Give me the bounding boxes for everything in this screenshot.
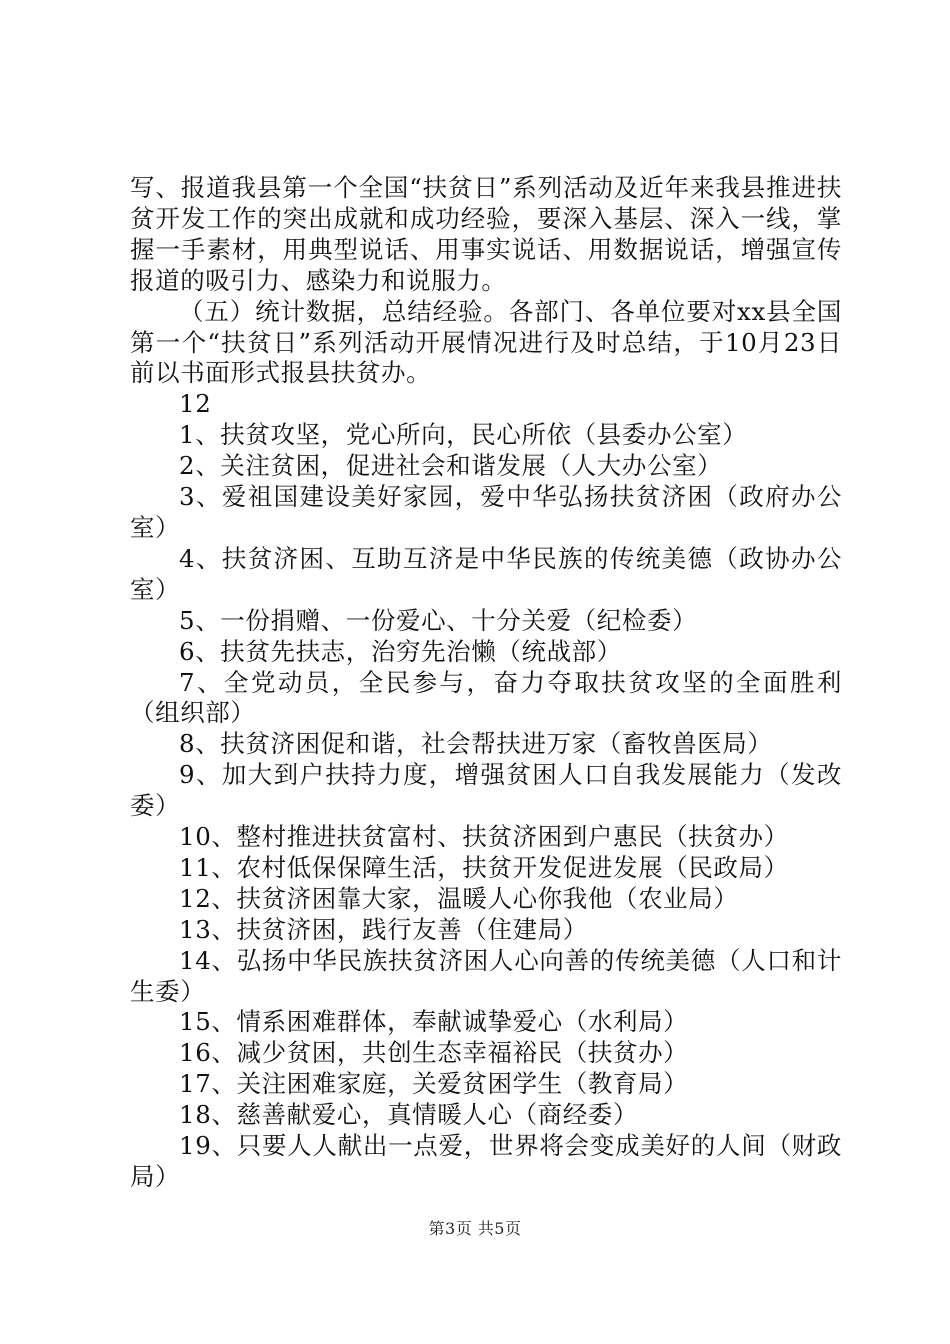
slogan-item: 15、情系困难群体，奉献诚挚爱心（水利局） [179, 1007, 689, 1037]
slogan-item: 1、扶贫攻坚，党心所向，民心所依（县委办公室） [179, 420, 748, 450]
slogan-item: 13、扶贫济困，践行友善（住建局） [179, 914, 588, 944]
slogan-item: 3、爱祖国建设美好家园，爱中华弘扬扶贫济困（政府办公室） [130, 482, 842, 542]
slogan-item: 8、扶贫济困促和谐，社会帮扶进万家（畜牧兽医局） [179, 729, 773, 759]
slogan-item: 16、减少贫困，共创生态幸福裕民（扶贫办） [179, 1038, 689, 1068]
paragraph-number: 12 [179, 389, 212, 419]
page-footer: 第3页 共5页 [428, 1219, 522, 1238]
slogan-item: 4、扶贫济困、互助互济是中华民族的传统美德（政协办公室） [130, 543, 842, 604]
paragraph-continuation: 写、报道我县第一个全国“扶贫日”系列活动及近年来我县推进扶贫开发工作的突出成就和成功经验，要深入基层、深入一线，掌握一手素材，用典型说话、用事实说话、用数据说话，增强宣传报道的吸引力、感染力和说服力。 [130, 173, 842, 295]
slogan-item: 7、全党动员，全民参与，奋力夺取扶贫攻坚的全面胜利（组织部） [130, 667, 842, 728]
slogan-item: 10、整村推进扶贫富村、扶贫济困到户惠民（扶贫办） [179, 822, 789, 852]
document-body [130, 173, 842, 1193]
slogan-item: 2、关注贫困，促进社会和谐发展（人大办公室） [179, 451, 723, 481]
slogan-item: 18、慈善献爱心，真情暖人心（商经委） [179, 1100, 639, 1130]
slogan-item: 6、扶贫先扶志，治穷先治懒（统战部） [179, 636, 622, 666]
slogan-item: 19、只要人人献出一点爱，世界将会变成美好的人间（财政局） [130, 1131, 842, 1191]
slogan-item: 17、关注困难家庭，关爱贫困学生（教育局） [179, 1069, 689, 1099]
slogan-item: 14、弘扬中华民族扶贫济困人心向善的传统美德（人口和计生委） [130, 945, 842, 1006]
paragraph-section-five: （五）统计数据，总结经验。各部门、各单位要对xx县全国第一个“扶贫日”系列活动开展情况进行及时总结，于10月23日前以书面形式报县扶贫办。 [130, 296, 842, 388]
slogan-item: 5、一份捐赠、一份爱心、十分关爱（纪检委） [179, 605, 698, 635]
slogan-item: 11、农村低保保障生活，扶贫开发促进发展（民政局） [179, 852, 789, 882]
slogan-item: 12、扶贫济困靠大家，温暖人心你我他（农业局） [179, 883, 739, 913]
slogan-item: 9、加大到户扶持力度，增强贫困人口自我发展能力（发改委） [130, 760, 842, 821]
